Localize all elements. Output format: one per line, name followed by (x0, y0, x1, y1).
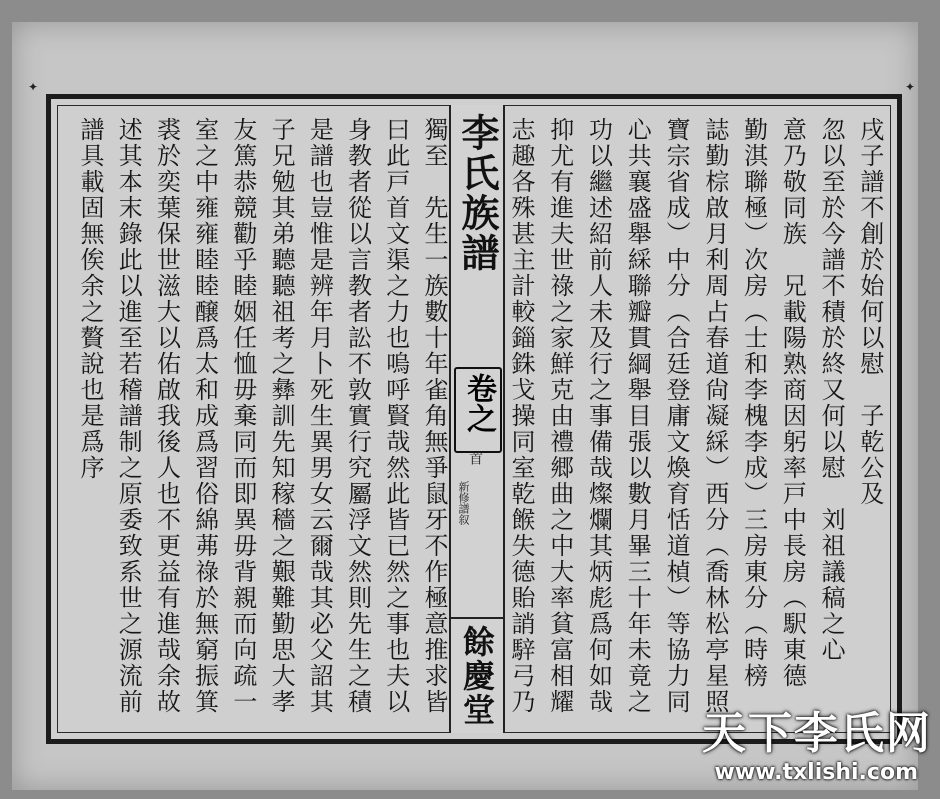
chapter-label: 首 (467, 451, 483, 465)
text-column: 譜具載固無俟余之贅說也是爲序 (76, 117, 104, 481)
text-column: 寶宗省成）中分（合廷登庸文煥育恬道楨）等協力同 (662, 117, 691, 715)
text-column: 子兄勉其弟聽聽祖考之彝訓先知稼穡之艱難勤思大孝 (267, 117, 296, 715)
text-column: 志趣各殊甚主計較錙銖戈操同室乾餱失德貽誚騂弓乃 (507, 117, 535, 715)
corner-mark-icon: ✦ (28, 80, 39, 94)
section-label: 新修譜叙 (457, 481, 470, 525)
hall-name: 餘慶堂 (451, 617, 503, 727)
left-page-text (75, 117, 449, 729)
text-column: 裘於奕葉保世滋大以佑啟我後人也不更益有進哉余故 (152, 117, 181, 715)
text-column: 忽以至於今譜不積於終又何以慰 刘祖議稿之心 (817, 117, 846, 663)
watermark-logo: 天下李氏网 (702, 708, 932, 759)
text-column: 誌勤棕啟月利周占春道尙凝綵）西分（喬林松亭星照 (700, 117, 729, 715)
book-title: 李氏族譜 (455, 113, 500, 273)
text-column: 是譜也豈惟是辨年月卜死生異男女云爾哉其必父詔其 (305, 117, 334, 715)
page-frame (46, 94, 902, 744)
volume-box (454, 367, 502, 453)
corner-mark-icon: ✦ (905, 80, 916, 94)
text-column: 心共襄盛舉綵聯瓣貫綱舉目張以數月畢三十年未竟之 (623, 117, 652, 715)
text-column: 抑尤有進夫世祿之家鮮克由禮郷曲之中大率貧富相耀 (545, 117, 574, 715)
text-column: 勤淇聯極）次房（士和李槐李成）三房東分（時榜 (739, 117, 768, 689)
text-column: 功以繼述紹前人未及行之事備哉燦爛其炳彪爲何如哉 (584, 117, 613, 715)
text-column: 身教者從以言教者訟不敦實行究屬浮文然則先生之積 (343, 117, 372, 715)
text-column: 室之中雍雍睦睦醸爲太和成爲習俗綿茀祿於無窮振箕 (190, 117, 219, 715)
text-column: 戌子譜不創於始何以慰 子乾公及 (855, 117, 884, 507)
right-page-text (506, 117, 885, 729)
watermark-url: www.txlishi.com (714, 760, 918, 785)
book-spine (449, 105, 505, 733)
text-column: 曰此戸首文渠之力也嗚呼賢哉然此皆已然之事也夫以 (381, 117, 410, 715)
text-column: 友篤恭競勸乎睦姻任恤毋棄同而即異毋背親而向疏一 (228, 117, 257, 715)
text-column: 獨至 先生一族數十年雀角無爭鼠牙不作極意推求皆 (419, 117, 448, 715)
text-column: 述其本末錄此以進至若稽譜制之原委致系世之源流前 (114, 117, 143, 715)
volume-label: 卷之 (461, 373, 496, 433)
text-column: 意乃敬同族 兄載陽熟商因躬率戸中長房（駅東德 (778, 117, 807, 689)
